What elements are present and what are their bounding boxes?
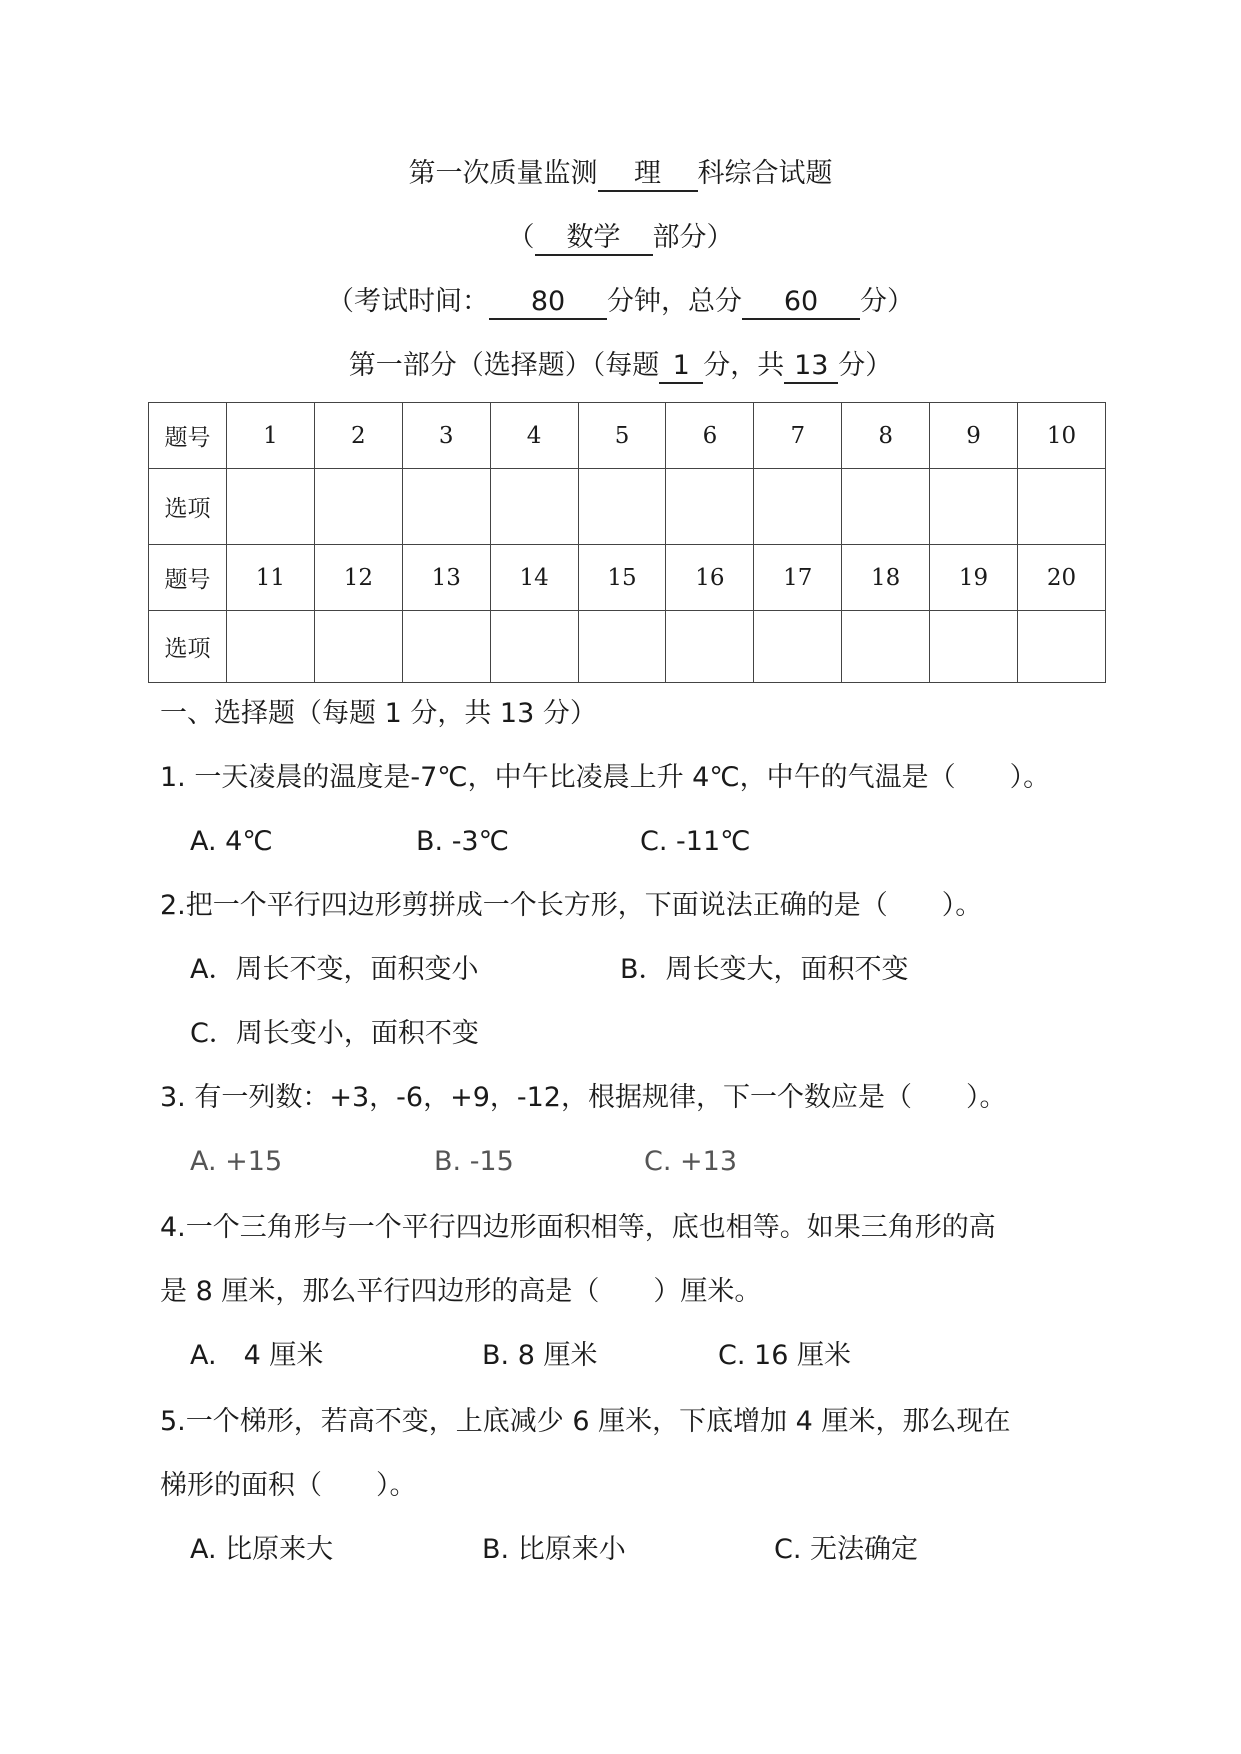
question-number-cell: 4: [490, 403, 578, 469]
option-label: 选项: [149, 469, 227, 545]
part-one-line: [0, 348, 1241, 384]
question-number-cell: 3: [402, 403, 490, 469]
question-5-text-line-1: 5.一个梯形，若高不变，上底减少 6 厘米，下底增加 4 厘米，那么现在: [160, 1406, 1011, 1437]
title-fill-blank: 理: [598, 158, 698, 192]
question-1-option-b[interactable]: B. -3℃: [416, 826, 509, 857]
part-total: 13: [784, 350, 838, 384]
time-value: 80: [489, 286, 607, 320]
question-2-option-b[interactable]: B．周长变大，面积不变: [620, 954, 909, 985]
question-number-cell: 10: [1018, 403, 1106, 469]
table-row: [149, 403, 1106, 469]
question-1-option-a[interactable]: A. 4℃: [190, 826, 273, 857]
question-number-cell: 19: [930, 545, 1018, 611]
answer-cell[interactable]: [930, 611, 1018, 683]
question-3-option-a[interactable]: A. +15: [190, 1146, 283, 1177]
question-3-option-c[interactable]: C. +13: [644, 1146, 737, 1177]
answer-cell[interactable]: [754, 611, 842, 683]
question-number-cell: 17: [754, 545, 842, 611]
answer-cell[interactable]: [666, 611, 754, 683]
exam-time-line: [0, 284, 1241, 320]
question-number-cell: 2: [314, 403, 402, 469]
question-4-option-c[interactable]: C. 16 厘米: [718, 1340, 851, 1371]
question-5-option-b[interactable]: B. 比原来小: [482, 1534, 626, 1565]
answer-cell[interactable]: [1018, 611, 1106, 683]
part-prefix: 第一部分（选择题）（每题: [348, 350, 660, 381]
question-number-cell: 5: [578, 403, 666, 469]
time-prefix: （考试时间：: [327, 286, 489, 317]
question-3-option-b[interactable]: B. -15: [434, 1146, 514, 1177]
question-2-option-a[interactable]: A．周长不变，面积变小: [190, 954, 479, 985]
question-1-option-c[interactable]: C. -11℃: [640, 826, 751, 857]
subject-fill-blank: 数学: [535, 222, 653, 256]
part-suffix: 分）: [838, 350, 893, 381]
question-number-label: 题号: [149, 403, 227, 469]
question-number-cell: 7: [754, 403, 842, 469]
question-number-cell: 20: [1018, 545, 1106, 611]
answer-cell[interactable]: [842, 469, 930, 545]
answer-cell[interactable]: [227, 611, 315, 683]
question-5-text-line-2: 梯形的面积（ ）。: [160, 1470, 417, 1501]
subject-open: （: [507, 222, 535, 253]
score-value: 60: [742, 286, 860, 320]
answer-table: [148, 402, 1106, 683]
question-number-cell: 16: [666, 545, 754, 611]
question-4-option-a[interactable]: A. 4 厘米: [190, 1340, 324, 1371]
answer-cell[interactable]: [402, 611, 490, 683]
table-row: [149, 469, 1106, 545]
table-row: [149, 611, 1106, 683]
question-number-cell: 11: [227, 545, 315, 611]
question-number-label: 题号: [149, 545, 227, 611]
question-number-cell: 1: [227, 403, 315, 469]
time-mid: 分钟，总分: [607, 286, 742, 317]
question-4-text-line-1: 4.一个三角形与一个平行四边形面积相等，底也相等。如果三角形的高: [160, 1212, 996, 1243]
question-2-option-c[interactable]: C．周长变小，面积不变: [190, 1018, 479, 1049]
question-4-text-line-2: 是 8 厘米，那么平行四边形的高是（ ）厘米。: [160, 1276, 762, 1307]
exam-title: [0, 156, 1241, 192]
question-5-option-c[interactable]: C. 无法确定: [774, 1534, 919, 1565]
question-number-cell: 6: [666, 403, 754, 469]
answer-cell[interactable]: [227, 469, 315, 545]
question-number-cell: 9: [930, 403, 1018, 469]
subject-line: [0, 220, 1241, 256]
answer-cell[interactable]: [578, 469, 666, 545]
answer-cell[interactable]: [1018, 469, 1106, 545]
question-number-cell: 8: [842, 403, 930, 469]
question-number-cell: 12: [314, 545, 402, 611]
question-4-option-b[interactable]: B. 8 厘米: [482, 1340, 598, 1371]
answer-cell[interactable]: [314, 611, 402, 683]
answer-cell[interactable]: [490, 469, 578, 545]
time-suffix: 分）: [860, 286, 914, 317]
table-row: [149, 545, 1106, 611]
title-suffix: 科综合试题: [697, 158, 833, 189]
answer-cell[interactable]: [314, 469, 402, 545]
answer-cell[interactable]: [842, 611, 930, 683]
title-prefix: 第一次质量监测: [408, 158, 598, 189]
question-2-text: 2.把一个平行四边形剪拼成一个长方形，下面说法正确的是（ ）。: [160, 890, 983, 921]
part-each: 1: [659, 350, 703, 384]
question-number-cell: 15: [578, 545, 666, 611]
question-5-option-a[interactable]: A. 比原来大: [190, 1534, 334, 1565]
answer-cell[interactable]: [666, 469, 754, 545]
question-number-cell: 18: [842, 545, 930, 611]
question-number-cell: 14: [490, 545, 578, 611]
answer-cell[interactable]: [754, 469, 842, 545]
answer-cell[interactable]: [578, 611, 666, 683]
question-1-text: 1. 一天凌晨的温度是-7℃，中午比凌晨上升 4℃，中午的气温是（ ）。: [160, 762, 1051, 793]
answer-cell[interactable]: [490, 611, 578, 683]
answer-cell[interactable]: [402, 469, 490, 545]
part-mid: 分，共: [703, 350, 785, 381]
answer-cell[interactable]: [930, 469, 1018, 545]
question-3-text: 3. 有一列数：+3，-6，+9，-12，根据规律，下一个数应是（ ）。: [160, 1082, 1007, 1113]
subject-close: 部分）: [652, 222, 734, 253]
option-label: 选项: [149, 611, 227, 683]
section-title: 一、选择题（每题 1 分，共 13 分）: [160, 698, 597, 729]
question-number-cell: 13: [402, 545, 490, 611]
